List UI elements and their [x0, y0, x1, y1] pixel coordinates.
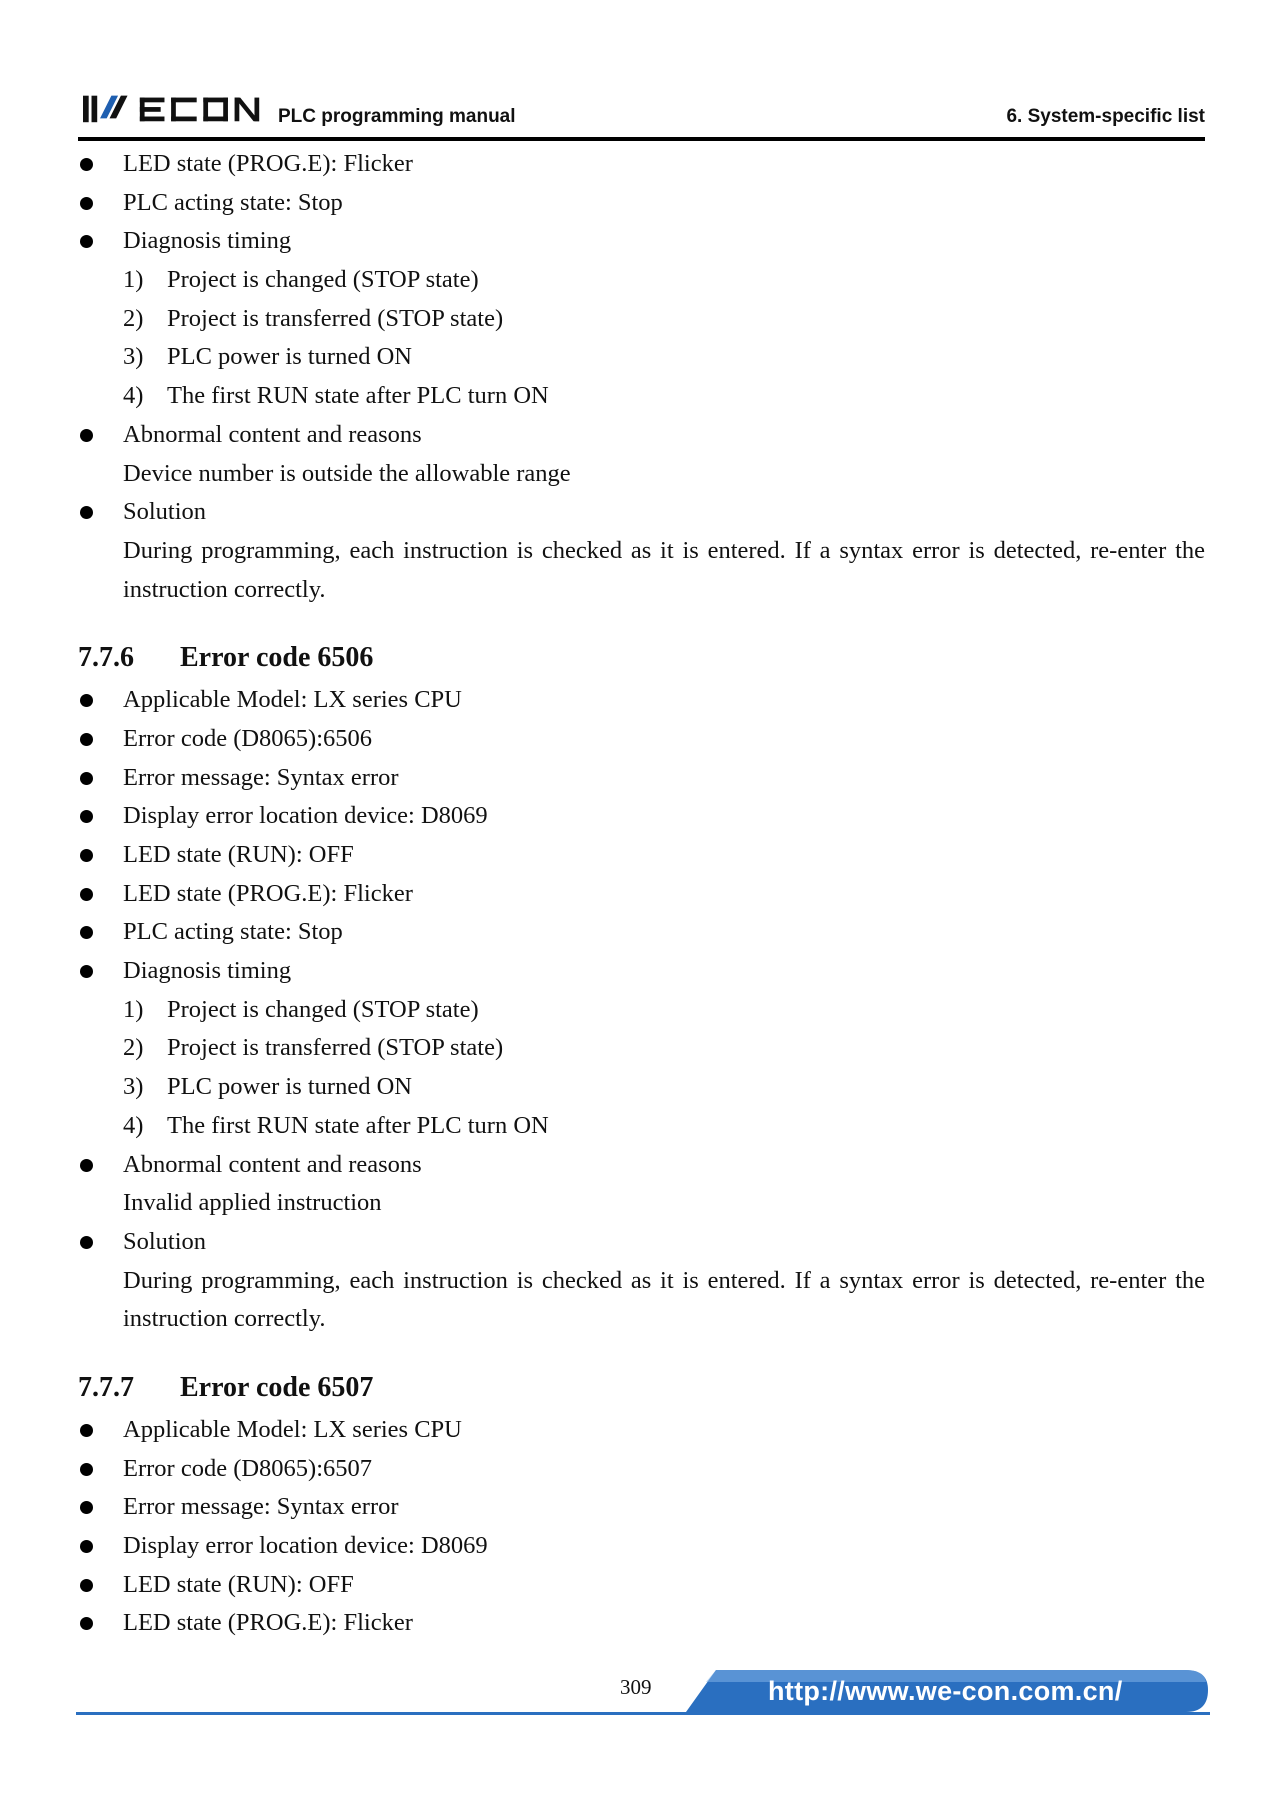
document-title: PLC programming manual	[278, 106, 516, 127]
bullet-item: Applicable Model: LX series CPU	[78, 1411, 1205, 1450]
bullet-icon	[80, 810, 93, 823]
bullet-icon	[80, 926, 93, 939]
bullet-item: LED state (PROG.E): Flicker	[78, 145, 1205, 184]
bullet-icon	[80, 1617, 93, 1630]
page-content	[78, 145, 1205, 1643]
bullet-item: Abnormal content and reasons	[78, 1146, 1205, 1185]
bullet-icon	[80, 965, 93, 978]
bullet-item: Diagnosis timing	[78, 222, 1205, 261]
bullet-icon	[80, 694, 93, 707]
bullet-icon	[80, 429, 93, 442]
header-divider	[78, 137, 1205, 141]
numbered-item: 4) The first RUN state after PLC turn ON	[123, 382, 549, 410]
bullet-icon	[80, 1424, 93, 1437]
abnormal-description: Device number is outside the allowable range	[123, 459, 571, 487]
bullet-item: LED state (RUN): OFF	[78, 836, 1205, 875]
bullet-icon	[80, 849, 93, 862]
numbered-item: 1) Project is changed (STOP state)	[123, 266, 479, 294]
section-heading-6507: 7.7.7 Error code 6507	[78, 1372, 374, 1403]
bullet-item: Error code (D8065):6506	[78, 720, 1205, 759]
bullet-item: Diagnosis timing	[78, 952, 1205, 991]
bullet-item: Error code (D8065):6507	[78, 1450, 1205, 1489]
bullet-icon	[80, 772, 93, 785]
bullet-item: Display error location device: D8069	[78, 797, 1205, 836]
numbered-item: 3) PLC power is turned ON	[123, 1073, 412, 1101]
bullet-item: PLC acting state: Stop	[78, 913, 1205, 952]
bullet-icon	[80, 235, 93, 248]
numbered-item: 4) The first RUN state after PLC turn ON	[123, 1111, 549, 1139]
page-header	[78, 88, 1205, 138]
bullet-icon	[80, 1159, 93, 1172]
bullet-icon	[80, 888, 93, 901]
numbered-item: 2) Project is transferred (STOP state)	[123, 1034, 504, 1062]
chapter-title: 6. System-specific list	[1006, 106, 1205, 127]
bullet-icon	[80, 1501, 93, 1514]
bullet-item: LED state (PROG.E): Flicker	[78, 1604, 1205, 1643]
website-link[interactable]: http://www.we-con.com.cn/	[768, 1676, 1123, 1706]
bullet-icon	[80, 197, 93, 210]
bullet-item: PLC acting state: Stop	[78, 184, 1205, 223]
section-heading-6506: 7.7.6 Error code 6506	[78, 642, 374, 674]
numbered-item: 3) PLC power is turned ON	[123, 343, 412, 371]
bullet-icon	[80, 733, 93, 746]
bullet-icon	[80, 1540, 93, 1553]
bullet-item: LED state (PROG.E): Flicker	[78, 875, 1205, 914]
abnormal-description: Invalid applied instruction	[123, 1189, 382, 1217]
bullet-icon	[80, 1463, 93, 1476]
numbered-item: 1) Project is changed (STOP state)	[123, 995, 479, 1023]
bullet-item: Error message: Syntax error	[78, 759, 1205, 798]
bullet-item: Applicable Model: LX series CPU	[78, 681, 1205, 720]
bullet-item: Solution	[78, 1223, 1205, 1262]
solution-paragraph: During programming, each instruction is checked as it is entered. If a syntax error is detected, re-enter the instruction correctly.	[123, 536, 1205, 603]
page-number: 309	[620, 1675, 652, 1699]
bullet-icon	[80, 1236, 93, 1249]
bullet-item: LED state (RUN): OFF	[78, 1566, 1205, 1605]
bullet-icon	[80, 1579, 93, 1592]
bullet-item: Solution	[78, 493, 1205, 532]
bullet-icon	[80, 506, 93, 519]
bullet-item: Abnormal content and reasons	[78, 416, 1205, 455]
wecon-logo	[78, 90, 268, 126]
bullet-item: Error message: Syntax error	[78, 1488, 1205, 1527]
numbered-item: 2) Project is transferred (STOP state)	[123, 304, 504, 332]
bullet-icon	[80, 158, 93, 171]
bullet-item: Display error location device: D8069	[78, 1527, 1205, 1566]
solution-paragraph: During programming, each instruction is checked as it is entered. If a syntax error is detected, re-enter the instruction correctly.	[123, 1266, 1205, 1333]
